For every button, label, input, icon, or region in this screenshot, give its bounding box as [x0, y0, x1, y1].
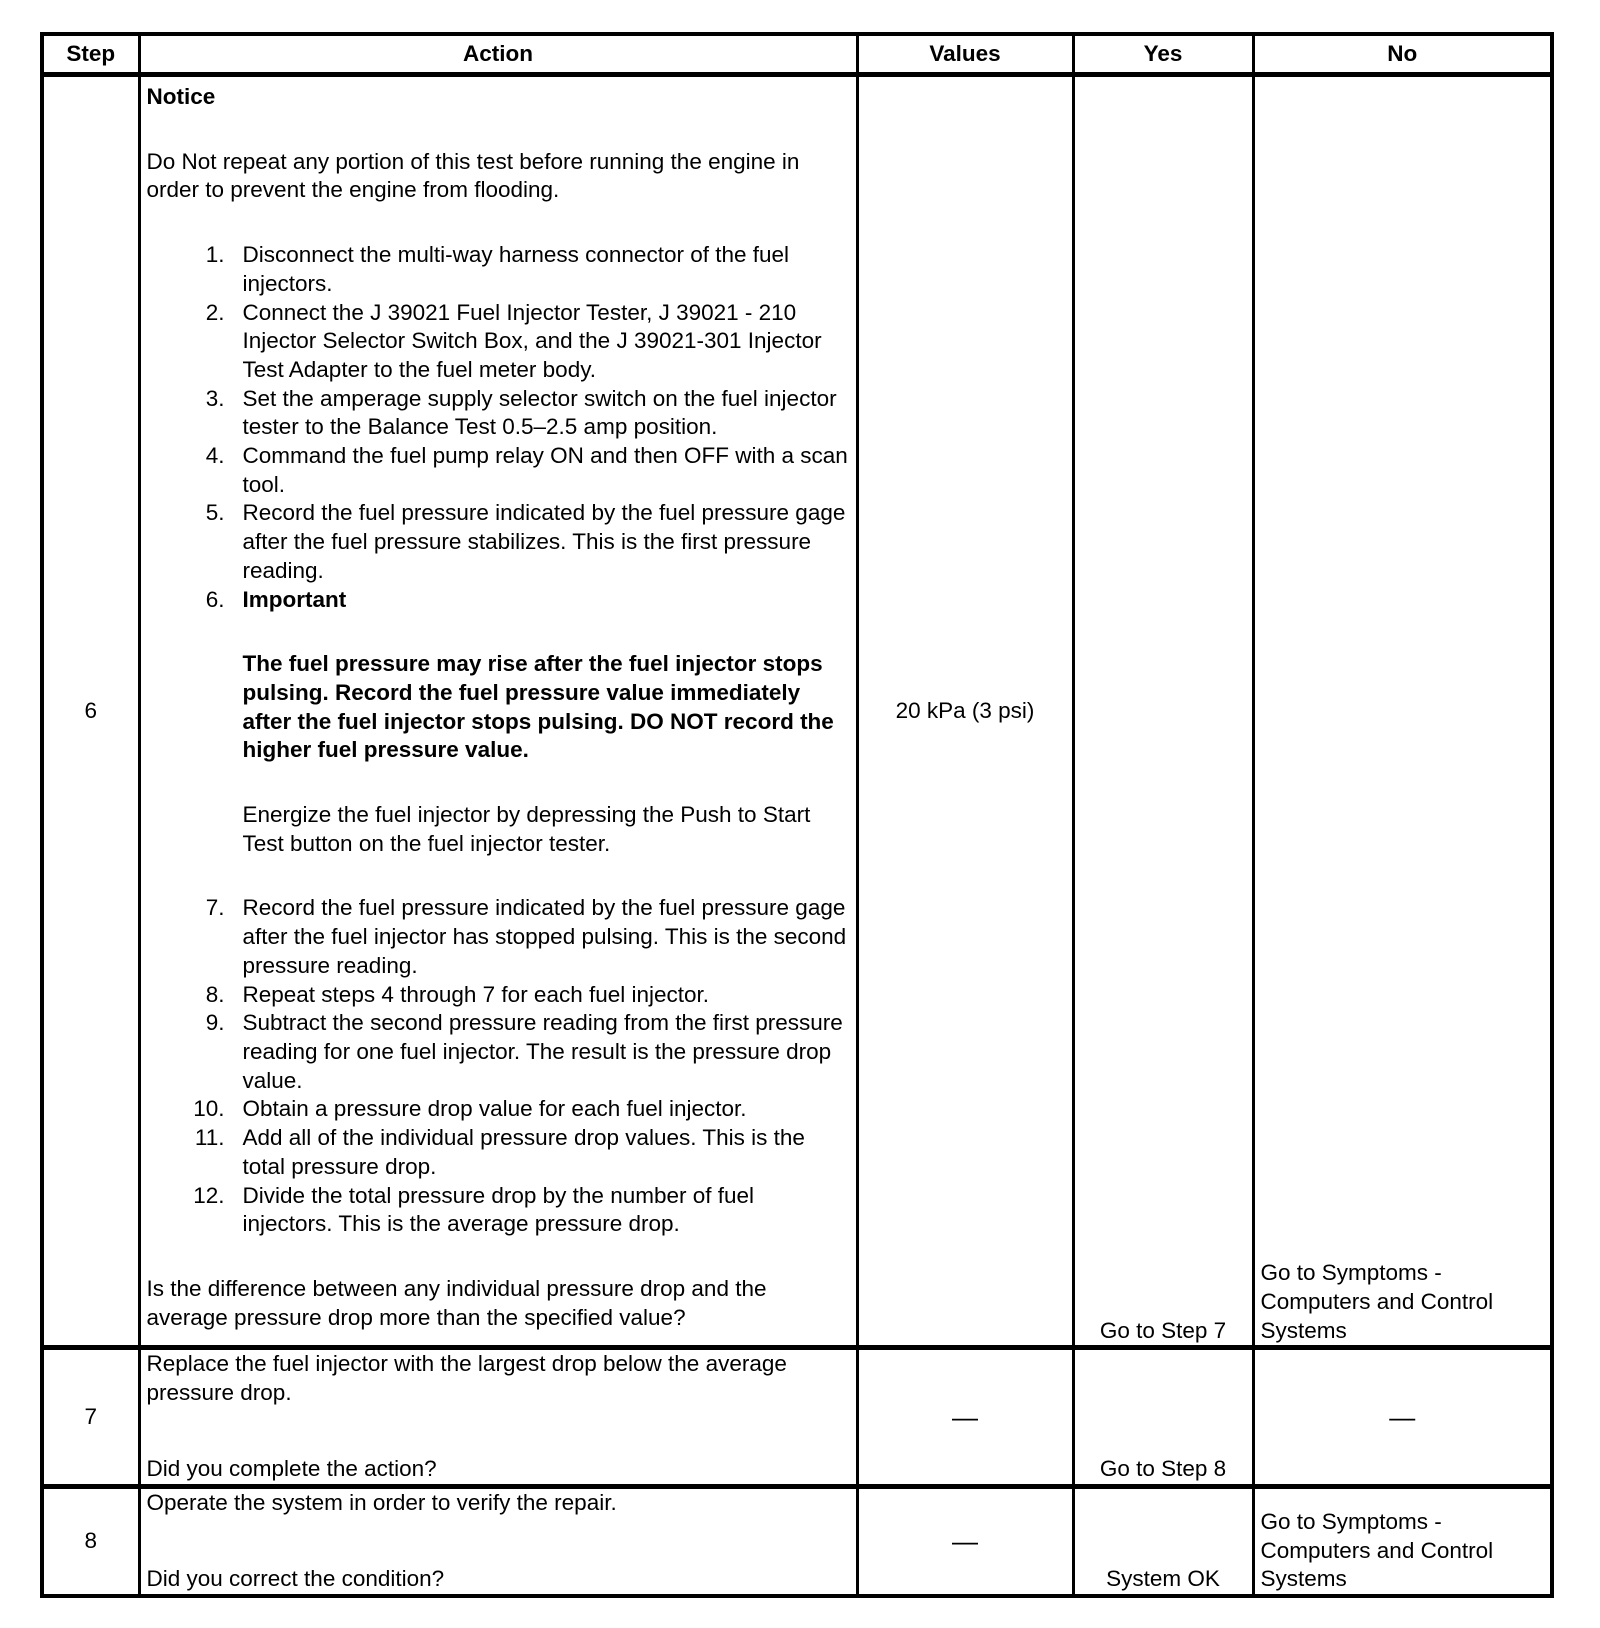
important-title: Important [242, 586, 347, 612]
table-row-step-7 [42, 1348, 1552, 1486]
list-item: 1. Disconnect the multi-way harness connector of the fuel injectors. [205, 242, 790, 296]
values-cell: — [857, 1486, 1073, 1596]
procedure-list [147, 241, 850, 1239]
yes-cell: Go to Step 7 [1073, 75, 1253, 1348]
header-no: No [1253, 34, 1552, 75]
question-text: Is the difference between any individual pressure drop and the average pressure drop more than the specified value? [146, 1275, 767, 1330]
action-cell [139, 1486, 857, 1596]
action-text: Replace the fuel injector with the largest drop below the average pressure drop. [146, 1351, 787, 1406]
list-item: 2. Connect the J 39021 Fuel Injector Tester, J 39021 - 210 Injector Selector Switch Box, and the J 39021-301 Injector Test Adapter to the fuel meter body. [205, 299, 822, 382]
energize-text: Energize the fuel injector by depressing the Push to Start Test button on the fuel injector tester. [242, 802, 811, 856]
header-step: Step [42, 34, 139, 75]
no-cell: Go to Symptoms - Computers and Control Systems [1253, 1486, 1552, 1596]
list-item: 11. Add all of the individual pressure drop values. This is the total pressure drop. [194, 1125, 805, 1179]
list-item: 4. Command the fuel pump relay ON and then OFF with a scan tool. [205, 443, 848, 497]
yes-cell: System OK [1073, 1486, 1253, 1596]
diagnostic-table [40, 32, 1554, 1598]
action-text: Operate the system in order to verify the repair. [146, 1489, 617, 1515]
header-yes: Yes [1073, 34, 1253, 75]
table-row-step-6 [42, 75, 1552, 1348]
values-cell: — [857, 1348, 1073, 1486]
yes-cell: Go to Step 8 [1073, 1348, 1253, 1486]
header-values: Values [857, 34, 1073, 75]
table-row-step-8 [42, 1486, 1552, 1596]
no-cell: — [1253, 1348, 1552, 1486]
header-row [42, 34, 1552, 75]
question-text: Did you complete the action? [146, 1456, 437, 1482]
list-item: 7. Record the fuel pressure indicated by the fuel pressure gage after the fuel injector has stopped pulsing. This is the second pressure reading. [205, 895, 847, 978]
question-text: Did you correct the condition? [146, 1566, 445, 1592]
list-item-important: 6. Important The fuel pressure may rise after the fuel injector stops pulsing. Record the fuel pressure value immediately after the fuel injector stops pulsing. DO NOT record the higher fuel pressure value. Energize the fuel injector by depressing the Push to Start Test button on the fuel injector tester. [147, 586, 850, 895]
step-number: 7 [42, 1348, 139, 1486]
list-item: 12. Divide the total pressure drop by the number of fuel injectors. This is the average pressure drop. [193, 1182, 755, 1237]
list-item: 5. Record the fuel pressure indicated by the fuel pressure gage after the fuel pressure stabilizes. This is the first pressure reading. [205, 500, 846, 583]
list-item: 10. Obtain a pressure drop value for each fuel injector. [193, 1096, 747, 1122]
action-cell [139, 1348, 857, 1486]
action-cell [139, 75, 857, 1348]
notice-text: Do Not repeat any portion of this test before running the engine in order to prevent the engine from flooding. [146, 148, 800, 203]
step-number: 8 [42, 1486, 139, 1596]
list-item: 9. Subtract the second pressure reading from the first pressure reading for one fuel injector. The result is the pressure drop value. [205, 1010, 843, 1093]
list-item: 8. Repeat steps 4 through 7 for each fuel injector. [205, 981, 710, 1007]
notice-title: Notice [146, 84, 216, 109]
important-text: The fuel pressure may rise after the fuel injector stops pulsing. Record the fuel pressure value immediately after the fuel injector stops pulsing. DO NOT record the higher fuel pressure value. [242, 651, 834, 763]
list-item: 3. Set the amperage supply selector switch on the fuel injector tester to the Balance Test 0.5–2.5 amp position. [205, 385, 837, 440]
values-cell: 20 kPa (3 psi) [857, 75, 1073, 1348]
header-action: Action [139, 34, 857, 75]
no-cell: Go to Symptoms - Computers and Control Systems [1253, 75, 1552, 1348]
step-number: 6 [42, 75, 139, 1348]
